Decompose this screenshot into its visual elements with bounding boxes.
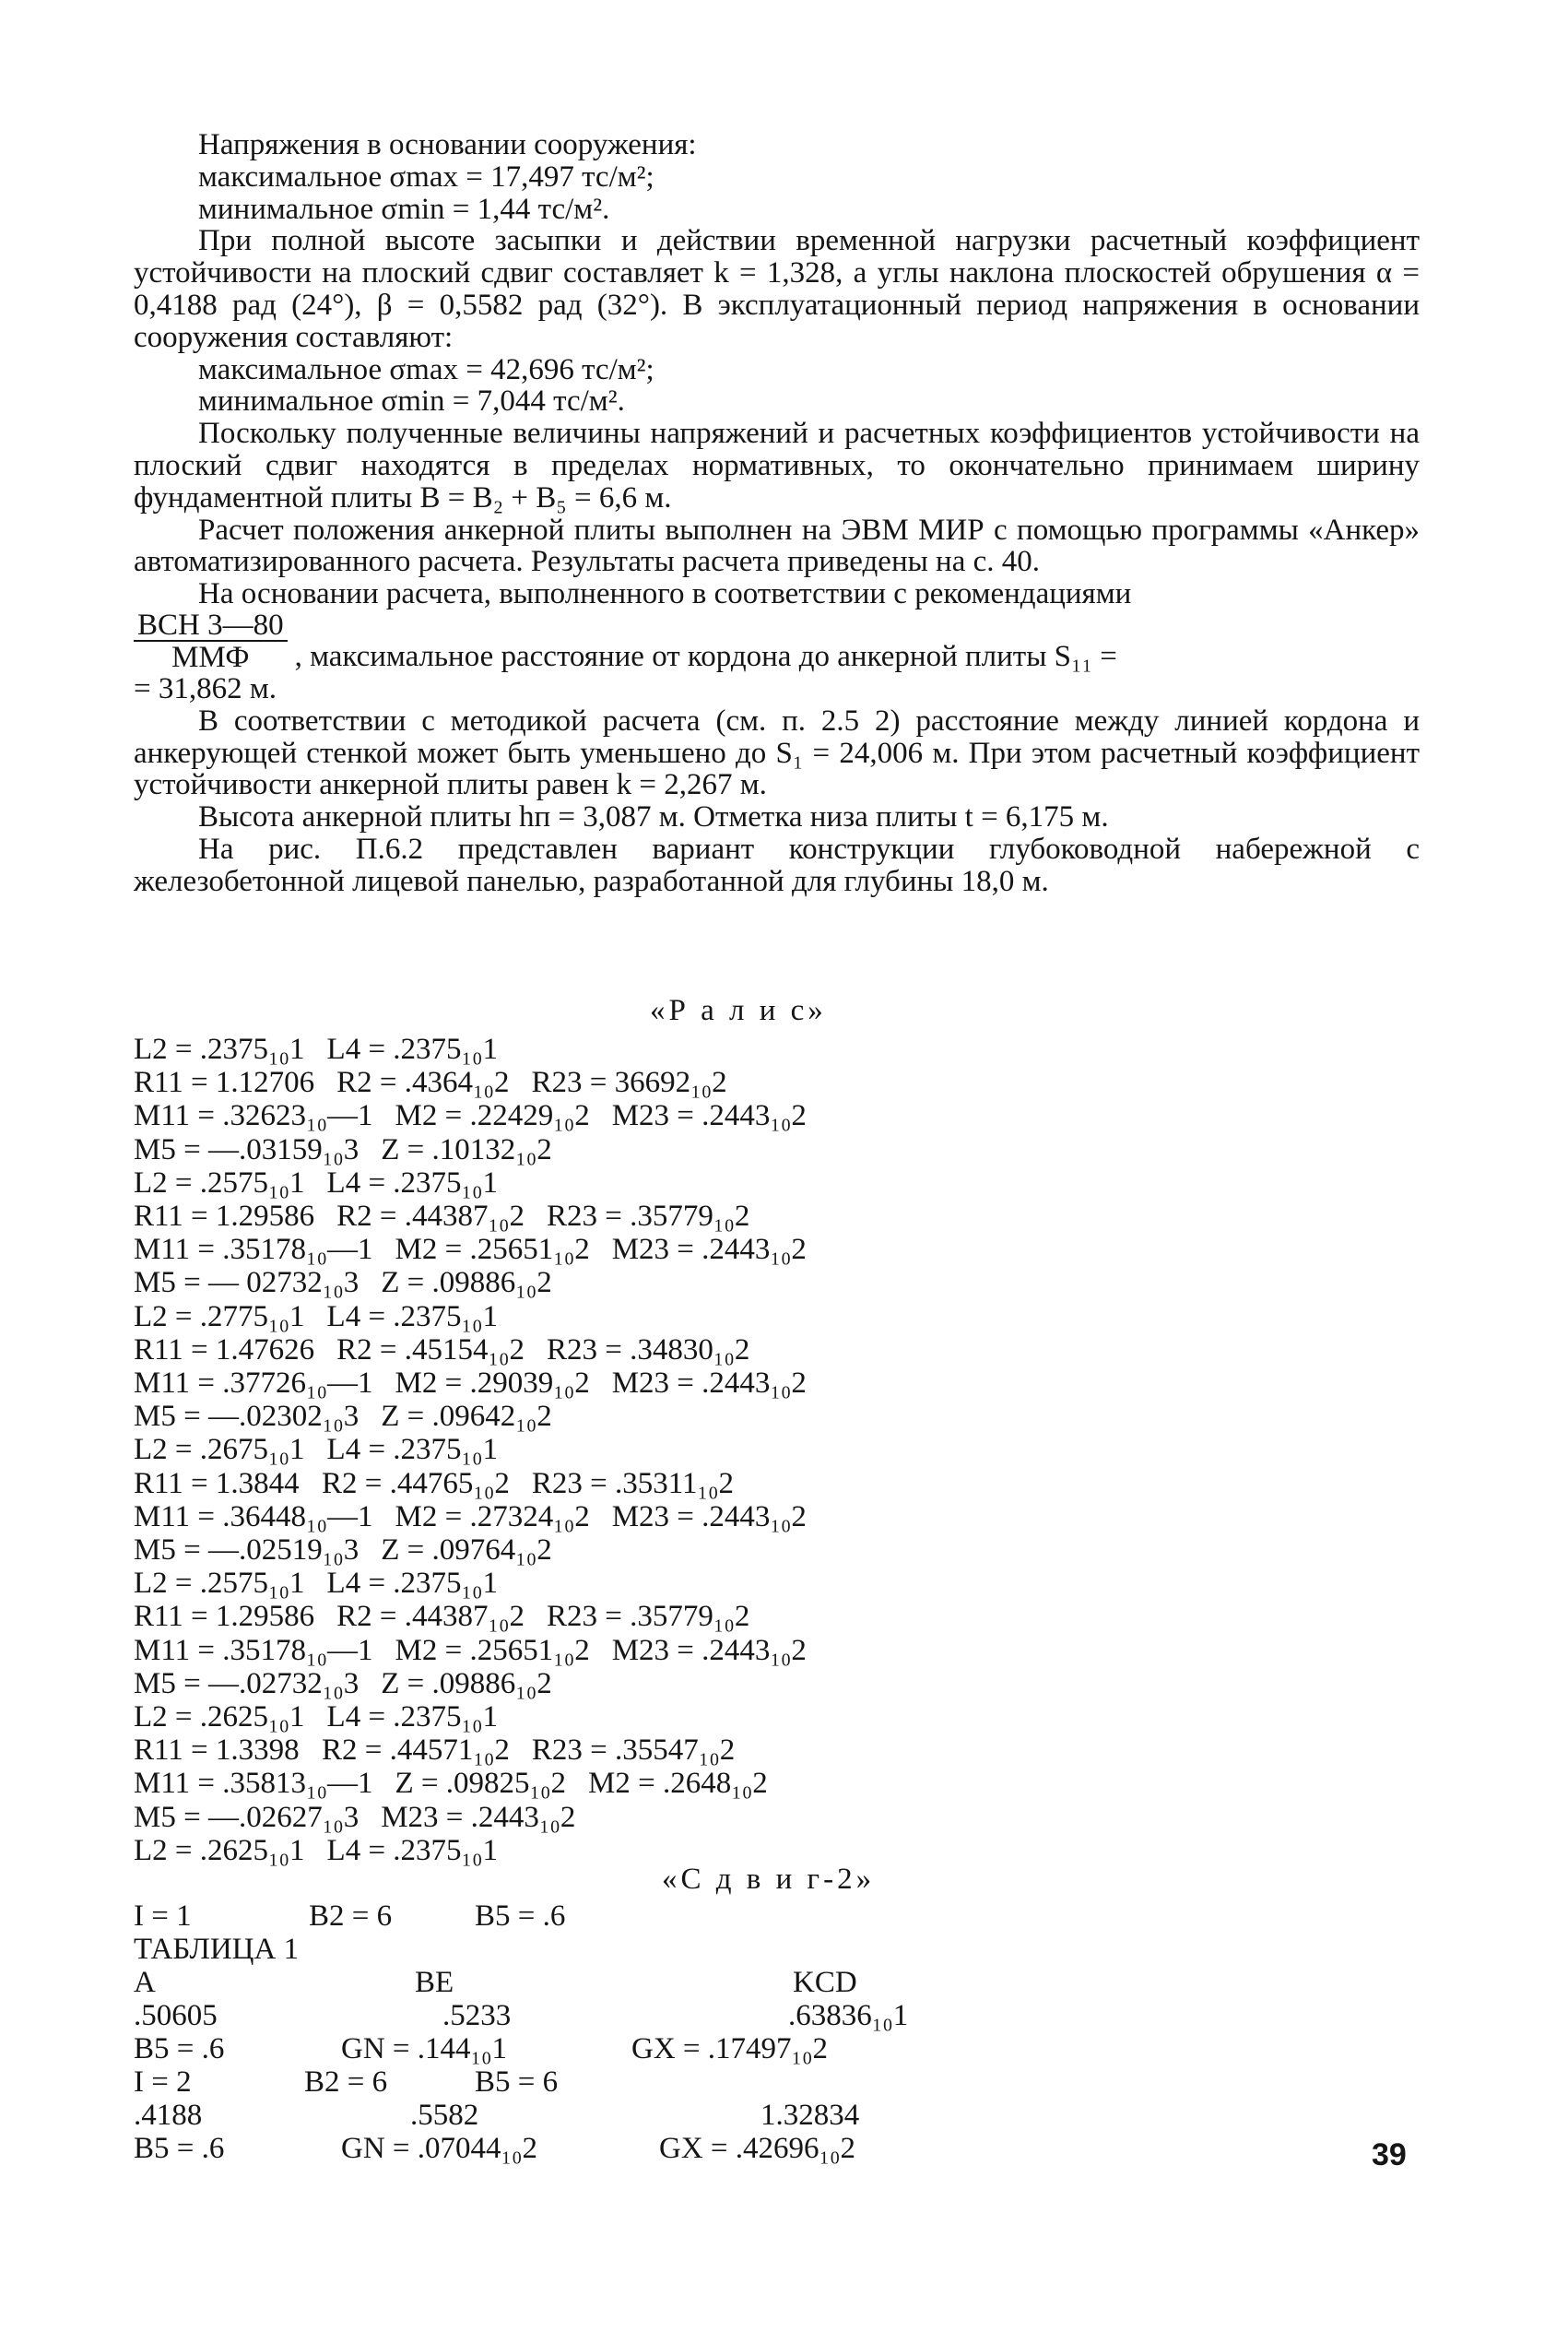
- ralis-cell: R11 = 1.29586: [134, 1200, 315, 1234]
- ralis-cell: R2 = .44387₁₀2: [336, 1600, 525, 1634]
- ralis-cell: M23 = .2443₁₀2: [381, 1800, 576, 1834]
- ralis-line: [134, 1767, 1055, 1800]
- ralis-cell: Z = .09886₁₀2: [381, 1266, 552, 1300]
- ralis-cell: R11 = 1.47626: [134, 1332, 315, 1367]
- table-cell: GX = .17497₁₀2: [631, 2032, 829, 2065]
- ralis-line: [134, 1233, 1055, 1266]
- ralis-cell: M11 = .36448₁₀—1: [134, 1499, 373, 1533]
- ralis-heading: «Р а л и с»: [650, 994, 827, 1027]
- fraction-denominator: ММФ: [171, 640, 250, 674]
- ralis-cell: M11 = .35178₁₀—1: [134, 1633, 373, 1667]
- ralis-cell: M5 = —.02732₁₀3: [134, 1666, 360, 1700]
- ralis-cell: M2 = .25651₁₀2: [395, 1633, 590, 1667]
- ralis-cell: M11 = .35178₁₀—1: [134, 1233, 373, 1267]
- ralis-cell: R11 = 1.12706: [134, 1066, 315, 1100]
- fraction-line: [134, 610, 1420, 673]
- ralis-line: [134, 1099, 1055, 1132]
- paragraph: Высота анкерной плиты hп = 3,087 м. Отметка низа плиты t = 6,175 м.: [198, 800, 1109, 834]
- ralis-cell: L4 = .2375₁₀1: [326, 1833, 499, 1867]
- table-cell: A: [134, 1966, 156, 1999]
- table-cell: .5233: [442, 1999, 512, 2032]
- ralis-cell: R23 = .35779₁₀2: [547, 1200, 750, 1234]
- ralis-cell: M2 = .22429₁₀2: [395, 1099, 590, 1133]
- ralis-cell: R23 = .35547₁₀2: [531, 1733, 736, 1768]
- ralis-cell: L4 = .2375₁₀1: [326, 1033, 499, 1066]
- table-cell: .63836₁₀1: [788, 1999, 909, 2032]
- ralis-cell: M2 = .29039₁₀2: [395, 1367, 590, 1401]
- table-cell: B2 = 6: [309, 1899, 393, 1933]
- table-cell: B5 = .6: [134, 2132, 225, 2165]
- ralis-cell: R11 = 1.3398: [134, 1733, 300, 1768]
- paragraph: минимальное σmin = 1,44 тс/м².: [198, 192, 610, 226]
- ralis-line: [134, 1667, 1055, 1700]
- table-cell: 1.32834: [760, 2099, 860, 2132]
- table-cell: I = 2: [134, 2065, 192, 2099]
- paragraph-continuation: , максимальное расстояние от кордона до анкерной плиты S₁₁ =: [294, 640, 1117, 674]
- ralis-cell: L2 = .2575₁₀1: [134, 1567, 305, 1601]
- paragraph: На основании расчета, выполненного в соответствии с рекомендациями: [198, 577, 1132, 611]
- table-cell: I = 1: [134, 1899, 192, 1933]
- paragraph: Поскольку полученные величины напряжений и расчетных коэффициентов устойчивости на плоский сдвиг находятся в пределах нормативных, то окончательно принимаем ширину фундаментной плиты B = B₂ + B₅ = 6,6 м.: [134, 417, 1420, 515]
- ralis-cell: L4 = .2375₁₀1: [326, 1299, 499, 1333]
- ralis-cell: R23 = .35311₁₀2: [531, 1466, 735, 1500]
- ralis-line: [134, 1400, 1055, 1433]
- body-text: [134, 129, 1420, 898]
- sdvig-heading: «С д в и г-2»: [662, 1863, 876, 1896]
- ralis-cell: L2 = .2675₁₀1: [134, 1433, 305, 1467]
- table-cell: ТАБЛИЦА 1: [134, 1933, 300, 1966]
- ralis-cell: M23 = .2443₁₀2: [611, 1499, 807, 1533]
- ralis-cell: M23 = .2443₁₀2: [611, 1099, 807, 1133]
- ralis-line: [134, 1733, 1055, 1767]
- ralis-output: [134, 1033, 1055, 1867]
- table-cell: GN = .144₁₀1: [341, 2032, 508, 2065]
- ralis-cell: R2 = .44765₁₀2: [322, 1466, 510, 1500]
- paragraph: При полной высоте засыпки и действии временной нагрузки расчетный коэффициент устойчивости на плоский сдвиг составляет k = 1,328, а углы наклона плоскостей обрушения α = 0,4188 рад (24°), β = 0,5582 рад (32°). В эксплуатационный период напряжения в основании сооружения составляют:: [134, 224, 1420, 354]
- table-cell: BE: [415, 1966, 454, 1999]
- paragraph: На рис. П.6.2 представлен вариант конструкции глубоководной набережной с железобетонной лицевой панелью, разработанной для глубины 18,0 м.: [134, 832, 1420, 898]
- table-cell: B2 = 6: [304, 2065, 388, 2099]
- paragraph: Расчет положения анкерной плиты выполнен на ЭВМ МИР с помощью программы «Анкер» автоматизированного расчета. Результаты расчета приведены на с. 40.: [134, 513, 1420, 579]
- ralis-cell: M5 = — 02732₁₀3: [134, 1266, 360, 1300]
- table-cell: KCD: [793, 1966, 857, 1999]
- table-cell: .50605: [134, 1999, 218, 2032]
- ralis-cell: R11 = 1.3844: [134, 1466, 300, 1500]
- ralis-cell: R2 = .45154₁₀2: [336, 1332, 525, 1367]
- ralis-cell: L2 = .2575₁₀1: [134, 1166, 305, 1200]
- table-cell: GX = .42696₁₀2: [659, 2132, 856, 2165]
- ralis-cell: L4 = .2375₁₀1: [326, 1567, 499, 1601]
- ralis-cell: M2 = .2648₁₀2: [588, 1767, 768, 1801]
- fraction: [134, 610, 288, 673]
- ralis-cell: R23 = 36692₁₀2: [531, 1066, 727, 1100]
- table-cell: .5582: [410, 2099, 479, 2132]
- ralis-line: [134, 1433, 1055, 1466]
- ralis-cell: R2 = .44571₁₀2: [322, 1733, 510, 1768]
- ralis-cell: L2 = .2625₁₀1: [134, 1833, 305, 1867]
- ralis-cell: R2 = .44387₁₀2: [336, 1200, 525, 1234]
- ralis-cell: M23 = .2443₁₀2: [611, 1233, 807, 1267]
- ralis-cell: Z = .10132₁₀2: [381, 1132, 552, 1166]
- paragraph: максимальное σmax = 42,696 тс/м²;: [198, 352, 654, 386]
- ralis-cell: M5 = —.02519₁₀3: [134, 1533, 360, 1568]
- ralis-cell: R11 = 1.29586: [134, 1600, 315, 1634]
- table-cell: .4188: [134, 2099, 203, 2132]
- ralis-line: [134, 1700, 1055, 1733]
- ralis-line: [134, 1500, 1055, 1533]
- table-cell: B5 = .6: [475, 1899, 566, 1933]
- ralis-line: [134, 1367, 1055, 1400]
- table-cell: B5 = .6: [134, 2032, 225, 2065]
- ralis-line: [134, 1634, 1055, 1667]
- ralis-line: [134, 1033, 1055, 1066]
- ralis-cell: Z = .09886₁₀2: [381, 1666, 552, 1700]
- ralis-cell: Z = .09825₁₀2: [395, 1767, 567, 1801]
- table-cell: B5 = 6: [475, 2065, 559, 2099]
- ralis-line: [134, 1133, 1055, 1166]
- ralis-line: [134, 1166, 1055, 1200]
- ralis-cell: L4 = .2375₁₀1: [326, 1433, 499, 1467]
- ralis-cell: M23 = .2443₁₀2: [611, 1633, 807, 1667]
- ralis-cell: L2 = .2775₁₀1: [134, 1299, 305, 1333]
- page-number: 39: [1372, 2137, 1407, 2172]
- ralis-line: [134, 1300, 1055, 1333]
- ralis-cell: M11 = .32623₁₀—1: [134, 1099, 373, 1133]
- ralis-line: [134, 1333, 1055, 1367]
- ralis-cell: L2 = .2375₁₀1: [134, 1033, 305, 1066]
- ralis-cell: M23 = .2443₁₀2: [611, 1367, 807, 1401]
- ralis-cell: Z = .09642₁₀2: [381, 1400, 552, 1434]
- ralis-line: [134, 1567, 1055, 1600]
- ralis-line: [134, 1600, 1055, 1633]
- ralis-cell: R2 = .4364₁₀2: [336, 1066, 510, 1100]
- table-cell: GN = .07044₁₀2: [341, 2132, 538, 2165]
- ralis-line: [134, 1533, 1055, 1567]
- ralis-cell: M5 = —.02627₁₀3: [134, 1800, 360, 1834]
- ralis-line: [134, 1801, 1055, 1834]
- ralis-cell: R23 = .34830₁₀2: [547, 1332, 750, 1367]
- ralis-cell: R23 = .35779₁₀2: [547, 1600, 750, 1634]
- ralis-line: [134, 1266, 1055, 1299]
- paragraph: В соответствии с методикой расчета (см. п. 2.5 2) расстояние между линией кордона и анкерующей стенкой может быть уменьшено до S₁ = 24,006 м. При этом расчетный коэффициент устойчивости анкерной плиты равен k = 2,267 м.: [134, 704, 1420, 802]
- ralis-line: [134, 1200, 1055, 1233]
- ralis-cell: L4 = .2375₁₀1: [326, 1700, 499, 1734]
- paragraph: Напряжения в основании сооружения:: [198, 128, 697, 161]
- paragraph: = 31,862 м.: [134, 671, 277, 705]
- paragraph: минимальное σmin = 7,044 тс/м².: [198, 385, 625, 419]
- ralis-cell: M2 = .25651₁₀2: [395, 1233, 590, 1267]
- ralis-line: [134, 1834, 1055, 1867]
- ralis-cell: M11 = .37726₁₀—1: [134, 1367, 373, 1401]
- ralis-cell: M11 = .35813₁₀—1: [134, 1767, 373, 1801]
- ralis-line: [134, 1467, 1055, 1500]
- ralis-cell: L4 = .2375₁₀1: [326, 1166, 499, 1200]
- ralis-cell: Z = .09764₁₀2: [381, 1533, 552, 1568]
- ralis-cell: M5 = —.03159₁₀3: [134, 1132, 360, 1166]
- paragraph: максимальное σmax = 17,497 тс/м²;: [198, 160, 654, 194]
- ralis-cell: M2 = .27324₁₀2: [395, 1499, 590, 1533]
- fraction-numerator: ВСН 3—80: [134, 610, 288, 642]
- ralis-line: [134, 1066, 1055, 1099]
- ralis-cell: L2 = .2625₁₀1: [134, 1700, 305, 1734]
- ralis-cell: M5 = —.02302₁₀3: [134, 1400, 360, 1434]
